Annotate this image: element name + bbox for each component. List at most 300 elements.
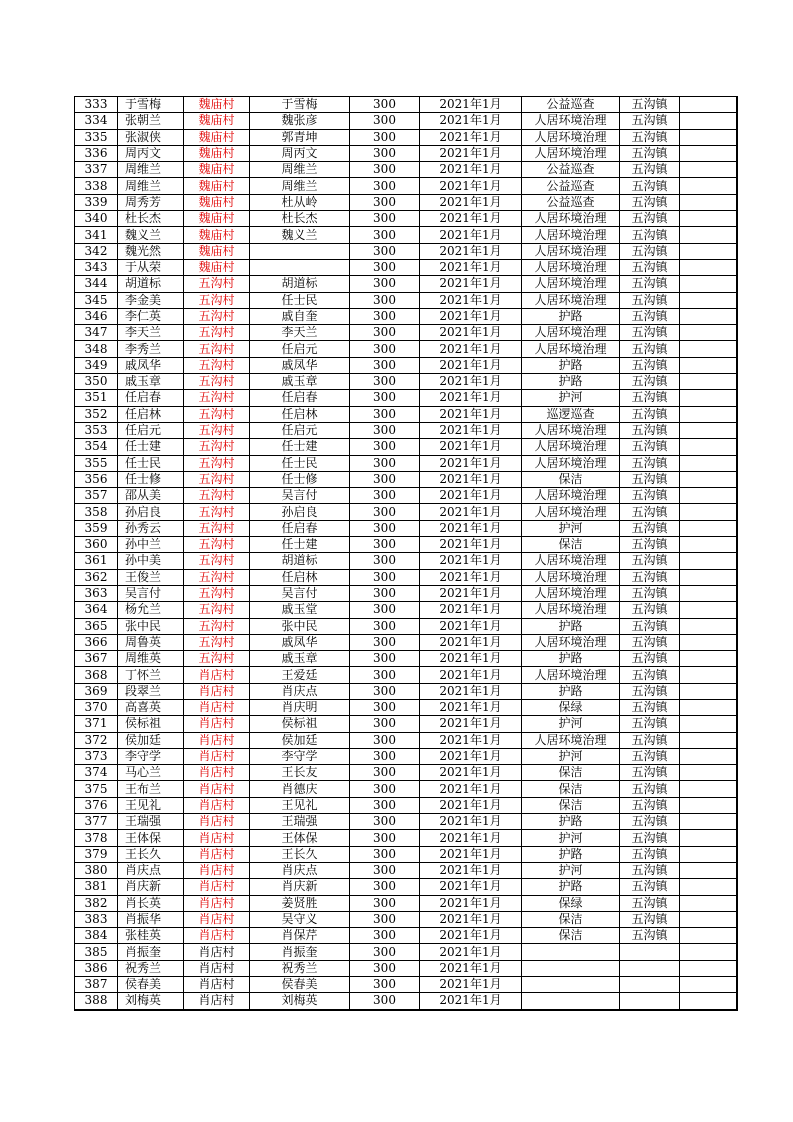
beneficiary-name-cell: 任启元 <box>250 422 350 438</box>
beneficiary-name-cell: 任士修 <box>250 471 350 487</box>
town-cell: 五沟镇 <box>620 585 680 601</box>
town-cell: 五沟镇 <box>620 846 680 862</box>
period-cell: 2021年1月 <box>420 699 522 715</box>
village-name-cell: 肖店村 <box>184 748 250 764</box>
person-name-cell: 高喜英 <box>118 699 184 715</box>
row-number-cell: 341 <box>75 227 118 243</box>
table-row <box>75 748 737 764</box>
beneficiary-name-cell: 肖庆点 <box>250 683 350 699</box>
job-type-cell: 人居环境治理 <box>522 585 620 601</box>
amount-cell: 300 <box>350 97 420 113</box>
village-name-cell: 魏庙村 <box>184 97 250 113</box>
table-row <box>75 113 737 129</box>
town-cell: 五沟镇 <box>620 292 680 308</box>
job-type-cell: 人居环境治理 <box>522 276 620 292</box>
row-number-cell: 334 <box>75 113 118 129</box>
empty-cell-cell <box>680 471 737 487</box>
beneficiary-name-cell: 孙启良 <box>250 504 350 520</box>
town-cell: 五沟镇 <box>620 276 680 292</box>
town-cell: 五沟镇 <box>620 145 680 161</box>
row-number-cell: 382 <box>75 895 118 911</box>
person-name-cell: 周秀芳 <box>118 194 184 210</box>
period-cell: 2021年1月 <box>420 814 522 830</box>
town-cell: 五沟镇 <box>620 471 680 487</box>
village-name-cell: 五沟村 <box>184 390 250 406</box>
village-name-cell: 五沟村 <box>184 504 250 520</box>
row-number-cell: 370 <box>75 699 118 715</box>
person-name-cell: 王俊兰 <box>118 569 184 585</box>
row-number-cell: 352 <box>75 406 118 422</box>
amount-cell: 300 <box>350 993 420 1010</box>
row-number-cell: 367 <box>75 651 118 667</box>
village-name-cell: 五沟村 <box>184 406 250 422</box>
beneficiary-name-cell: 戚玉章 <box>250 651 350 667</box>
town-cell: 五沟镇 <box>620 520 680 536</box>
job-type-cell: 人居环境治理 <box>522 113 620 129</box>
town-cell: 五沟镇 <box>620 341 680 357</box>
table-row <box>75 553 737 569</box>
town-cell: 五沟镇 <box>620 830 680 846</box>
amount-cell: 300 <box>350 960 420 976</box>
amount-cell: 300 <box>350 129 420 145</box>
amount-cell: 300 <box>350 895 420 911</box>
period-cell: 2021年1月 <box>420 422 522 438</box>
village-name-cell: 肖店村 <box>184 699 250 715</box>
village-name-cell: 肖店村 <box>184 993 250 1010</box>
village-name-cell: 五沟村 <box>184 569 250 585</box>
person-name-cell: 邵从美 <box>118 488 184 504</box>
person-name-cell: 刘梅英 <box>118 993 184 1010</box>
village-name-cell: 魏庙村 <box>184 162 250 178</box>
table-row <box>75 602 737 618</box>
period-cell: 2021年1月 <box>420 488 522 504</box>
job-type-cell: 保洁 <box>522 765 620 781</box>
job-type-cell: 人居环境治理 <box>522 455 620 471</box>
period-cell: 2021年1月 <box>420 797 522 813</box>
amount-cell: 300 <box>350 292 420 308</box>
row-number-cell: 369 <box>75 683 118 699</box>
row-number-cell: 349 <box>75 357 118 373</box>
amount-cell: 300 <box>350 862 420 878</box>
village-name-cell: 五沟村 <box>184 537 250 553</box>
row-number-cell: 377 <box>75 814 118 830</box>
person-name-cell: 丁怀兰 <box>118 667 184 683</box>
job-type-cell: 人居环境治理 <box>522 211 620 227</box>
beneficiary-name-cell: 肖庆点 <box>250 862 350 878</box>
empty-cell-cell <box>680 390 737 406</box>
row-number-cell: 375 <box>75 781 118 797</box>
job-type-cell: 护路 <box>522 618 620 634</box>
person-name-cell: 王瑞强 <box>118 814 184 830</box>
job-type-cell: 护路 <box>522 683 620 699</box>
row-number-cell: 353 <box>75 422 118 438</box>
amount-cell: 300 <box>350 113 420 129</box>
period-cell: 2021年1月 <box>420 928 522 944</box>
job-type-cell: 护河 <box>522 520 620 536</box>
table-row <box>75 488 737 504</box>
village-name-cell: 肖店村 <box>184 667 250 683</box>
table-row <box>75 781 737 797</box>
person-name-cell: 戚玉章 <box>118 374 184 390</box>
job-type-cell: 护路 <box>522 357 620 373</box>
town-cell: 五沟镇 <box>620 602 680 618</box>
period-cell: 2021年1月 <box>420 455 522 471</box>
period-cell: 2021年1月 <box>420 732 522 748</box>
person-name-cell: 戚凤华 <box>118 357 184 373</box>
period-cell: 2021年1月 <box>420 683 522 699</box>
person-name-cell: 魏义兰 <box>118 227 184 243</box>
town-cell: 五沟镇 <box>620 911 680 927</box>
table-row <box>75 977 737 993</box>
period-cell: 2021年1月 <box>420 357 522 373</box>
person-name-cell: 张中民 <box>118 618 184 634</box>
empty-cell-cell <box>680 504 737 520</box>
amount-cell: 300 <box>350 504 420 520</box>
amount-cell: 300 <box>350 944 420 960</box>
village-name-cell: 五沟村 <box>184 553 250 569</box>
village-name-cell: 肖店村 <box>184 960 250 976</box>
village-name-cell: 肖店村 <box>184 732 250 748</box>
beneficiary-name-cell: 李天兰 <box>250 325 350 341</box>
town-cell: 五沟镇 <box>620 797 680 813</box>
person-name-cell: 孙秀云 <box>118 520 184 536</box>
table-row <box>75 814 737 830</box>
table-row <box>75 846 737 862</box>
town-cell: 五沟镇 <box>620 928 680 944</box>
job-type-cell: 护河 <box>522 862 620 878</box>
amount-cell: 300 <box>350 374 420 390</box>
beneficiary-name-cell: 杜从岭 <box>250 194 350 210</box>
period-cell: 2021年1月 <box>420 602 522 618</box>
period-cell: 2021年1月 <box>420 553 522 569</box>
table-row <box>75 993 737 1010</box>
job-type-cell: 人居环境治理 <box>522 259 620 275</box>
town-cell: 五沟镇 <box>620 862 680 878</box>
town-cell: 五沟镇 <box>620 618 680 634</box>
town-cell: 五沟镇 <box>620 162 680 178</box>
town-cell: 五沟镇 <box>620 243 680 259</box>
beneficiary-name-cell: 王瑞强 <box>250 814 350 830</box>
town-cell: 五沟镇 <box>620 308 680 324</box>
amount-cell: 300 <box>350 471 420 487</box>
beneficiary-name-cell: 戚凤华 <box>250 634 350 650</box>
table-row <box>75 374 737 390</box>
town-cell: 五沟镇 <box>620 667 680 683</box>
table-row <box>75 357 737 373</box>
person-name-cell: 魏光然 <box>118 243 184 259</box>
town-cell: 五沟镇 <box>620 504 680 520</box>
table-row <box>75 455 737 471</box>
beneficiary-name-cell: 任启元 <box>250 341 350 357</box>
town-cell: 五沟镇 <box>620 211 680 227</box>
empty-cell-cell <box>680 211 737 227</box>
beneficiary-name-cell: 肖保芹 <box>250 928 350 944</box>
village-name-cell: 肖店村 <box>184 895 250 911</box>
town-cell: 五沟镇 <box>620 879 680 895</box>
beneficiary-name-cell: 王体保 <box>250 830 350 846</box>
row-number-cell: 356 <box>75 471 118 487</box>
beneficiary-name-cell: 周维兰 <box>250 178 350 194</box>
table-row <box>75 341 737 357</box>
empty-cell-cell <box>680 227 737 243</box>
beneficiary-name-cell: 任士民 <box>250 292 350 308</box>
row-number-cell: 345 <box>75 292 118 308</box>
job-type-cell: 保洁 <box>522 928 620 944</box>
person-name-cell: 李仁英 <box>118 308 184 324</box>
row-number-cell: 373 <box>75 748 118 764</box>
beneficiary-name-cell <box>250 243 350 259</box>
beneficiary-name-cell: 王爱廷 <box>250 667 350 683</box>
job-type-cell: 护河 <box>522 830 620 846</box>
empty-cell-cell <box>680 651 737 667</box>
job-type-cell: 公益巡查 <box>522 178 620 194</box>
job-type-cell: 护河 <box>522 390 620 406</box>
table-row <box>75 129 737 145</box>
person-name-cell: 肖振华 <box>118 911 184 927</box>
person-name-cell: 周维兰 <box>118 162 184 178</box>
amount-cell: 300 <box>350 602 420 618</box>
row-number-cell: 374 <box>75 765 118 781</box>
beneficiary-name-cell: 任士民 <box>250 455 350 471</box>
village-name-cell: 五沟村 <box>184 422 250 438</box>
period-cell: 2021年1月 <box>420 390 522 406</box>
village-name-cell: 魏庙村 <box>184 145 250 161</box>
period-cell: 2021年1月 <box>420 374 522 390</box>
job-type-cell <box>522 977 620 993</box>
period-cell: 2021年1月 <box>420 325 522 341</box>
amount-cell: 300 <box>350 325 420 341</box>
job-type-cell: 人居环境治理 <box>522 422 620 438</box>
amount-cell: 300 <box>350 308 420 324</box>
town-cell: 五沟镇 <box>620 178 680 194</box>
beneficiary-name-cell: 任士建 <box>250 439 350 455</box>
period-cell: 2021年1月 <box>420 227 522 243</box>
beneficiary-name-cell: 祝秀兰 <box>250 960 350 976</box>
row-number-cell: 358 <box>75 504 118 520</box>
beneficiary-name-cell: 侯加廷 <box>250 732 350 748</box>
amount-cell: 300 <box>350 732 420 748</box>
person-name-cell: 侯标祖 <box>118 716 184 732</box>
job-type-cell: 护路 <box>522 651 620 667</box>
person-name-cell: 张桂英 <box>118 928 184 944</box>
empty-cell-cell <box>680 911 737 927</box>
job-type-cell: 人居环境治理 <box>522 488 620 504</box>
empty-cell-cell <box>680 129 737 145</box>
row-number-cell: 363 <box>75 585 118 601</box>
town-cell: 五沟镇 <box>620 406 680 422</box>
job-type-cell <box>522 944 620 960</box>
person-name-cell: 段翠兰 <box>118 683 184 699</box>
town-cell: 五沟镇 <box>620 227 680 243</box>
table-row <box>75 422 737 438</box>
village-name-cell: 肖店村 <box>184 862 250 878</box>
village-name-cell: 五沟村 <box>184 455 250 471</box>
row-number-cell: 371 <box>75 716 118 732</box>
town-cell: 五沟镇 <box>620 357 680 373</box>
town-cell: 五沟镇 <box>620 699 680 715</box>
empty-cell-cell <box>680 520 737 536</box>
beneficiary-name-cell: 任启春 <box>250 520 350 536</box>
person-name-cell: 李天兰 <box>118 325 184 341</box>
job-type-cell: 保洁 <box>522 911 620 927</box>
amount-cell: 300 <box>350 977 420 993</box>
village-name-cell: 魏庙村 <box>184 211 250 227</box>
person-name-cell: 王长久 <box>118 846 184 862</box>
town-cell: 五沟镇 <box>620 765 680 781</box>
beneficiary-name-cell: 魏张彦 <box>250 113 350 129</box>
table-row <box>75 683 737 699</box>
village-name-cell: 五沟村 <box>184 488 250 504</box>
empty-cell-cell <box>680 830 737 846</box>
amount-cell: 300 <box>350 928 420 944</box>
amount-cell: 300 <box>350 634 420 650</box>
beneficiary-name-cell: 戚凤华 <box>250 357 350 373</box>
person-name-cell: 孙启良 <box>118 504 184 520</box>
town-cell: 五沟镇 <box>620 488 680 504</box>
table-row <box>75 862 737 878</box>
town-cell: 五沟镇 <box>620 683 680 699</box>
town-cell: 五沟镇 <box>620 439 680 455</box>
row-number-cell: 342 <box>75 243 118 259</box>
empty-cell-cell <box>680 667 737 683</box>
village-name-cell: 魏庙村 <box>184 243 250 259</box>
period-cell: 2021年1月 <box>420 977 522 993</box>
period-cell: 2021年1月 <box>420 243 522 259</box>
job-type-cell: 保洁 <box>522 537 620 553</box>
row-number-cell: 354 <box>75 439 118 455</box>
village-name-cell: 肖店村 <box>184 683 250 699</box>
beneficiary-name-cell: 刘梅英 <box>250 993 350 1010</box>
village-name-cell: 肖店村 <box>184 944 250 960</box>
job-type-cell: 护路 <box>522 846 620 862</box>
job-type-cell: 护河 <box>522 748 620 764</box>
person-name-cell: 于雪梅 <box>118 97 184 113</box>
table-row <box>75 830 737 846</box>
period-cell: 2021年1月 <box>420 879 522 895</box>
amount-cell: 300 <box>350 439 420 455</box>
empty-cell-cell <box>680 406 737 422</box>
row-number-cell: 372 <box>75 732 118 748</box>
table-row <box>75 390 737 406</box>
person-name-cell: 王体保 <box>118 830 184 846</box>
person-name-cell: 于从荣 <box>118 259 184 275</box>
village-name-cell: 魏庙村 <box>184 227 250 243</box>
person-name-cell: 孙中兰 <box>118 537 184 553</box>
village-name-cell: 肖店村 <box>184 781 250 797</box>
empty-cell-cell <box>680 862 737 878</box>
empty-cell-cell <box>680 634 737 650</box>
table-row <box>75 325 737 341</box>
job-type-cell: 人居环境治理 <box>522 602 620 618</box>
empty-cell-cell <box>680 944 737 960</box>
period-cell: 2021年1月 <box>420 651 522 667</box>
table-row <box>75 879 737 895</box>
period-cell: 2021年1月 <box>420 569 522 585</box>
village-name-cell: 五沟村 <box>184 585 250 601</box>
period-cell: 2021年1月 <box>420 129 522 145</box>
empty-cell-cell <box>680 928 737 944</box>
period-cell: 2021年1月 <box>420 618 522 634</box>
job-type-cell: 人居环境治理 <box>522 243 620 259</box>
town-cell: 五沟镇 <box>620 194 680 210</box>
town-cell: 五沟镇 <box>620 374 680 390</box>
table-row <box>75 732 737 748</box>
row-number-cell: 355 <box>75 455 118 471</box>
row-number-cell: 366 <box>75 634 118 650</box>
period-cell: 2021年1月 <box>420 748 522 764</box>
empty-cell-cell <box>680 113 737 129</box>
amount-cell: 300 <box>350 243 420 259</box>
row-number-cell: 340 <box>75 211 118 227</box>
table-row <box>75 178 737 194</box>
village-name-cell: 魏庙村 <box>184 129 250 145</box>
row-number-cell: 359 <box>75 520 118 536</box>
row-number-cell: 333 <box>75 97 118 113</box>
village-name-cell: 五沟村 <box>184 374 250 390</box>
amount-cell: 300 <box>350 455 420 471</box>
person-name-cell: 杜长杰 <box>118 211 184 227</box>
amount-cell: 300 <box>350 259 420 275</box>
period-cell: 2021年1月 <box>420 520 522 536</box>
village-name-cell: 五沟村 <box>184 471 250 487</box>
empty-cell-cell <box>680 325 737 341</box>
empty-cell-cell <box>680 422 737 438</box>
period-cell: 2021年1月 <box>420 781 522 797</box>
table-row <box>75 911 737 927</box>
village-name-cell: 五沟村 <box>184 292 250 308</box>
beneficiary-name-cell: 王长友 <box>250 765 350 781</box>
job-type-cell: 人居环境治理 <box>522 227 620 243</box>
period-cell: 2021年1月 <box>420 716 522 732</box>
town-cell: 五沟镇 <box>620 732 680 748</box>
amount-cell: 300 <box>350 748 420 764</box>
period-cell: 2021年1月 <box>420 406 522 422</box>
person-name-cell: 李秀兰 <box>118 341 184 357</box>
town-cell: 五沟镇 <box>620 259 680 275</box>
period-cell: 2021年1月 <box>420 471 522 487</box>
beneficiary-name-cell: 吴守义 <box>250 911 350 927</box>
person-name-cell: 肖庆点 <box>118 862 184 878</box>
row-number-cell: 338 <box>75 178 118 194</box>
beneficiary-name-cell: 肖振奎 <box>250 944 350 960</box>
beneficiary-name-cell: 胡道标 <box>250 553 350 569</box>
amount-cell: 300 <box>350 390 420 406</box>
beneficiary-name-cell: 肖庆新 <box>250 879 350 895</box>
period-cell: 2021年1月 <box>420 944 522 960</box>
amount-cell: 300 <box>350 162 420 178</box>
period-cell: 2021年1月 <box>420 765 522 781</box>
data-table <box>74 96 738 1011</box>
amount-cell: 300 <box>350 211 420 227</box>
town-cell: 五沟镇 <box>620 390 680 406</box>
village-name-cell: 五沟村 <box>184 357 250 373</box>
person-name-cell: 李守学 <box>118 748 184 764</box>
empty-cell-cell <box>680 374 737 390</box>
person-name-cell: 周鲁英 <box>118 634 184 650</box>
person-name-cell: 周维兰 <box>118 178 184 194</box>
empty-cell-cell <box>680 699 737 715</box>
village-name-cell: 魏庙村 <box>184 259 250 275</box>
empty-cell-cell <box>680 585 737 601</box>
empty-cell-cell <box>680 308 737 324</box>
person-name-cell: 胡道标 <box>118 276 184 292</box>
table-row <box>75 259 737 275</box>
row-number-cell: 368 <box>75 667 118 683</box>
amount-cell: 300 <box>350 422 420 438</box>
town-cell <box>620 960 680 976</box>
job-type-cell: 巡逻巡查 <box>522 406 620 422</box>
job-type-cell: 人居环境治理 <box>522 634 620 650</box>
